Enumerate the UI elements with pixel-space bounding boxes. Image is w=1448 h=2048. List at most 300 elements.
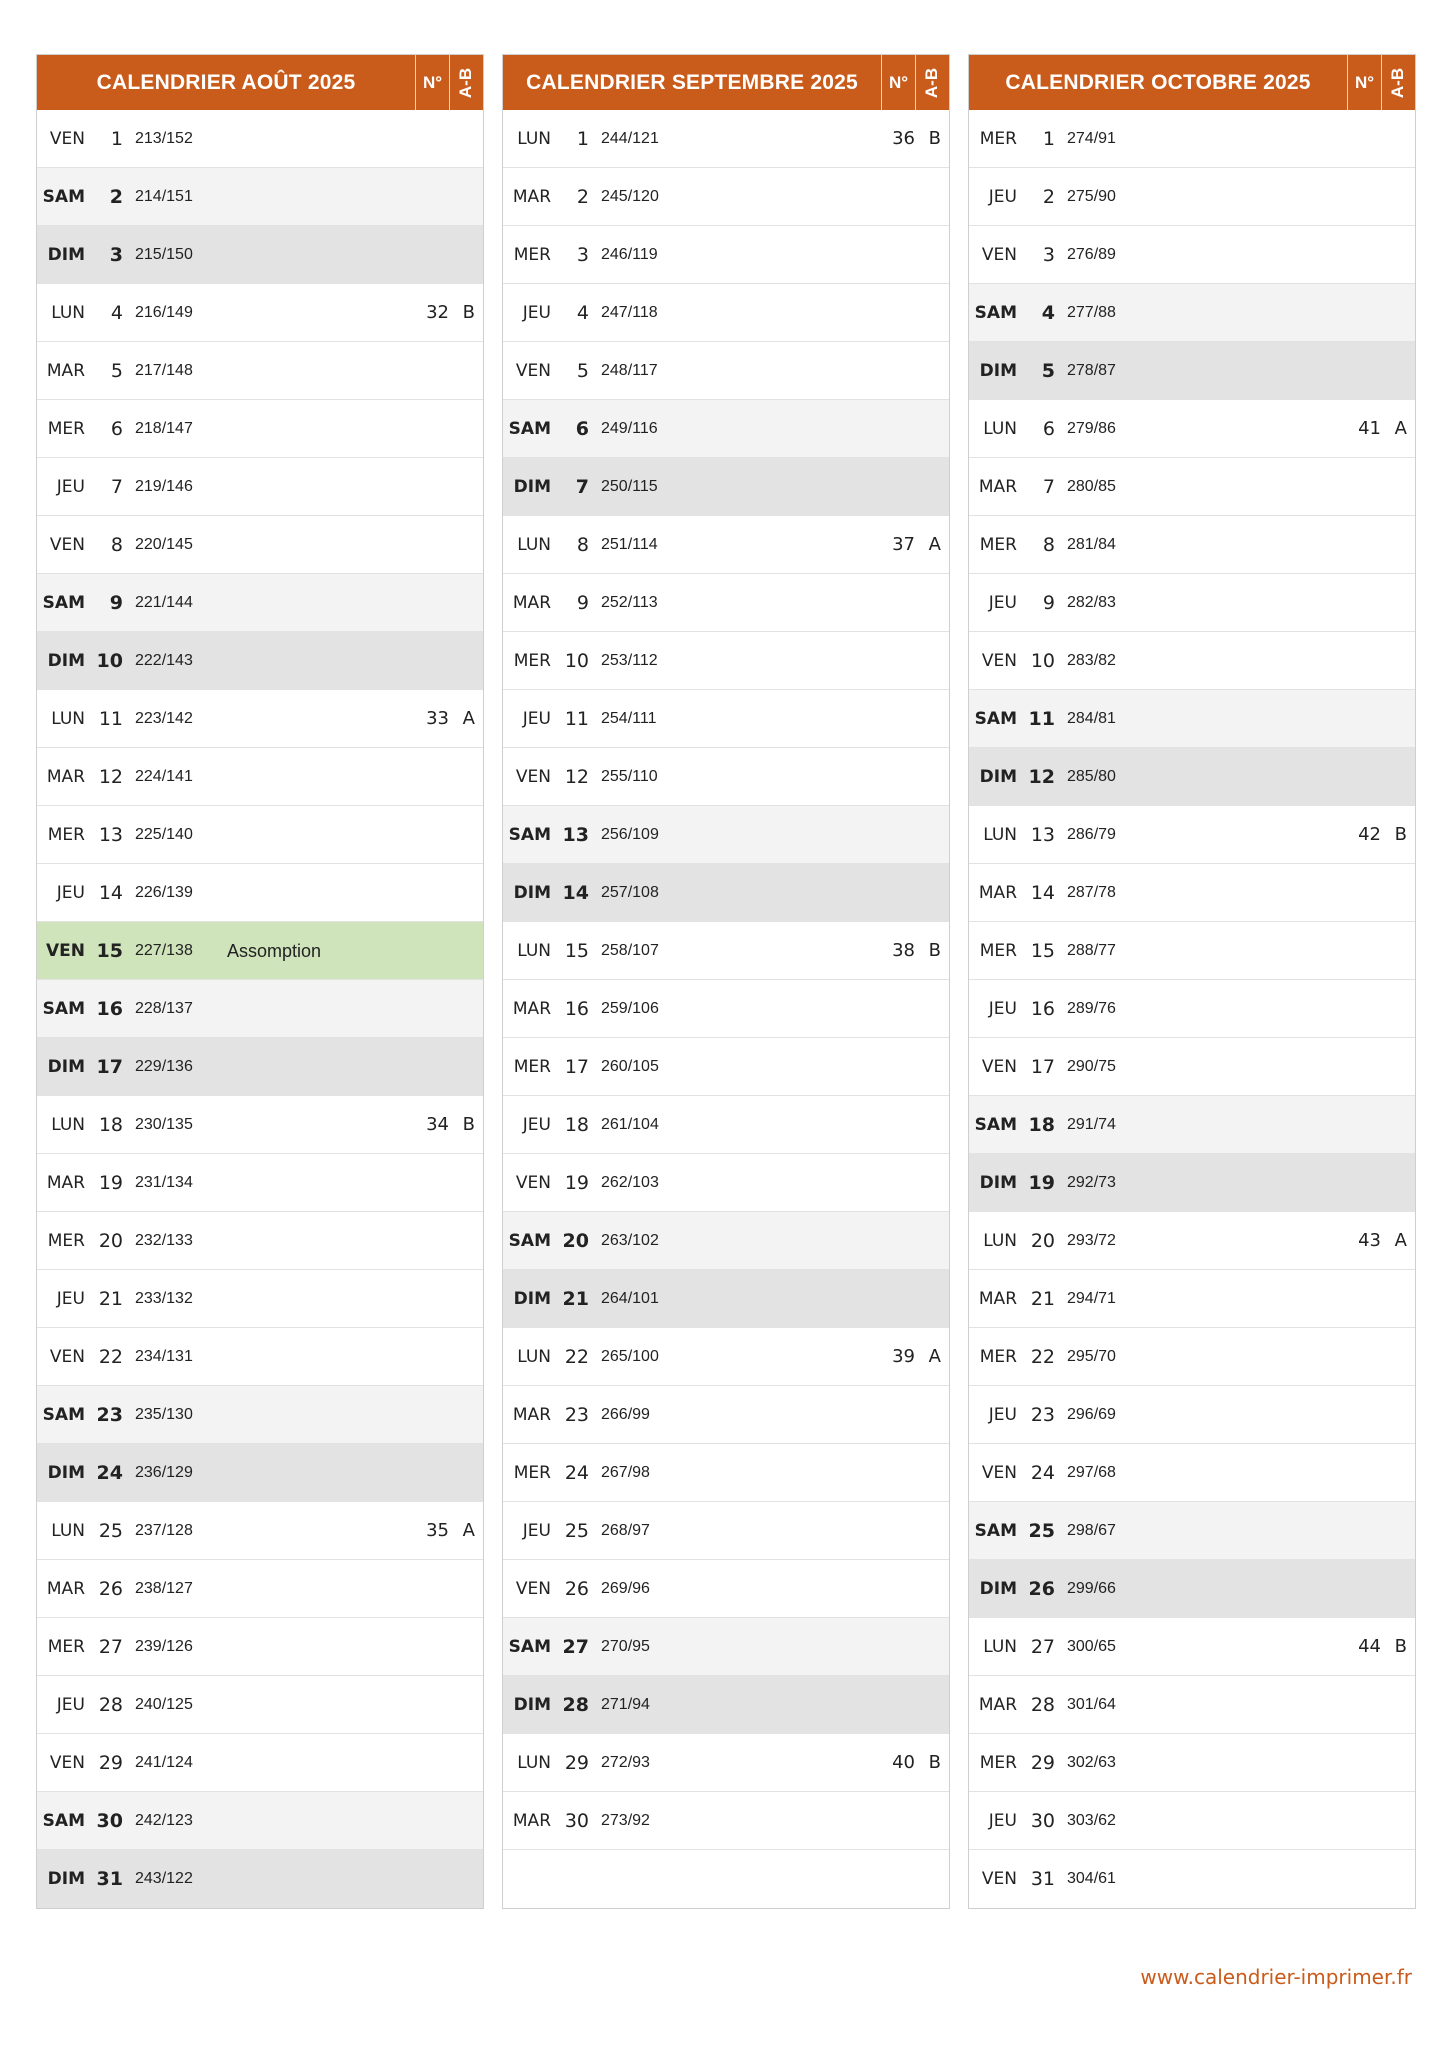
day-number: 7 [1042, 476, 1055, 498]
week-ab: A [462, 708, 475, 729]
day-of-year: 291/74 [1067, 1116, 1116, 1133]
day-number: 25 [1028, 1520, 1055, 1542]
day-row [37, 1038, 483, 1096]
day-of-year: 271/94 [601, 1696, 650, 1713]
day-number: 18 [564, 1114, 589, 1136]
day-number: 4 [1041, 302, 1055, 324]
day-of-year: 301/64 [1067, 1696, 1116, 1713]
day-of-year: 302/63 [1067, 1754, 1116, 1771]
weekday-name: SAM [974, 1521, 1017, 1541]
day-row [969, 806, 1415, 864]
day-number: 13 [98, 824, 123, 846]
day-of-year: 222/143 [135, 652, 193, 669]
day-row [37, 1676, 483, 1734]
day-number: 9 [576, 592, 589, 614]
day-row [37, 1212, 483, 1270]
day-number: 8 [576, 534, 589, 556]
weekday-name: DIM [513, 1695, 551, 1715]
day-number: 21 [1030, 1288, 1055, 1310]
day-row [37, 864, 483, 922]
day-of-year: 276/89 [1067, 246, 1116, 263]
weekday-name: VEN [981, 1869, 1017, 1889]
day-of-year: 269/96 [601, 1580, 650, 1597]
day-row [37, 110, 483, 168]
weekday-name: SAM [42, 1405, 85, 1425]
day-row [503, 632, 949, 690]
day-of-year: 260/105 [601, 1058, 659, 1075]
week-ab: B [928, 1752, 941, 1773]
weekday-name: LUN [983, 1231, 1017, 1251]
month-table-october [968, 54, 1416, 1909]
weekday-name: SAM [508, 419, 551, 439]
day-row [37, 400, 483, 458]
day-row [37, 226, 483, 284]
day-of-year: 304/61 [1067, 1870, 1116, 1887]
month-table-september [502, 54, 950, 1909]
week-ab-header [449, 55, 483, 110]
week-ab: B [1394, 1636, 1407, 1657]
weekday-name: MAR [512, 187, 551, 207]
day-of-year: 221/144 [135, 594, 193, 611]
day-of-year: 262/103 [601, 1174, 659, 1191]
day-number: 28 [562, 1694, 589, 1716]
day-row [37, 1734, 483, 1792]
day-of-year: 296/69 [1067, 1406, 1116, 1423]
day-number: 26 [564, 1578, 589, 1600]
weekday-name: SAM [42, 593, 85, 613]
day-of-year: 246/119 [601, 246, 658, 263]
day-of-year: 270/95 [601, 1638, 650, 1655]
day-number: 16 [564, 998, 589, 1020]
day-of-year: 234/131 [135, 1348, 193, 1365]
day-of-year: 218/147 [135, 420, 193, 437]
day-number: 19 [564, 1172, 589, 1194]
weekday-name: LUN [517, 535, 551, 555]
weekday-name: MAR [512, 1405, 551, 1425]
weekday-name: MER [513, 245, 551, 265]
day-row [969, 1154, 1415, 1212]
weekday-name: JEU [56, 477, 85, 497]
weekday-name: VEN [515, 1579, 551, 1599]
day-of-year: 263/102 [601, 1232, 659, 1249]
weekday-name: MER [513, 1057, 551, 1077]
day-number: 20 [98, 1230, 123, 1252]
day-of-year: 261/104 [601, 1116, 659, 1133]
weekday-name: LUN [517, 941, 551, 961]
day-of-year: 298/67 [1067, 1522, 1116, 1539]
weekday-name: JEU [56, 1289, 85, 1309]
day-number: 24 [96, 1462, 123, 1484]
day-row [37, 574, 483, 632]
weekday-name: MER [47, 419, 85, 439]
weekday-name: MAR [46, 361, 85, 381]
day-number: 4 [576, 302, 589, 324]
day-of-year: 303/62 [1067, 1812, 1116, 1829]
month-title: CALENDRIER OCTOBRE 2025 [1005, 70, 1311, 94]
week-number: 38 [892, 940, 915, 961]
day-of-year: 233/132 [135, 1290, 193, 1307]
day-of-year: 220/145 [135, 536, 193, 553]
day-number: 6 [1042, 418, 1055, 440]
day-row [503, 110, 949, 168]
day-row [503, 1212, 949, 1270]
day-of-year: 219/146 [135, 478, 193, 495]
weekday-name: VEN [49, 1347, 85, 1367]
weekday-name: MER [47, 1637, 85, 1657]
day-number: 14 [1030, 882, 1055, 904]
day-row [969, 1270, 1415, 1328]
day-row [969, 690, 1415, 748]
weekday-name: JEU [522, 709, 551, 729]
day-number: 9 [109, 592, 123, 614]
day-row [969, 284, 1415, 342]
day-row [503, 748, 949, 806]
week-number: 42 [1358, 824, 1381, 845]
day-number: 11 [564, 708, 589, 730]
day-row [503, 400, 949, 458]
footer-url[interactable]: www.calendrier-imprimer.fr [1140, 1965, 1412, 1989]
week-ab: A [462, 1520, 475, 1541]
day-of-year: 297/68 [1067, 1464, 1116, 1481]
day-of-year: 258/107 [601, 942, 659, 959]
day-of-year: 290/75 [1067, 1058, 1116, 1075]
day-row [503, 1502, 949, 1560]
week-number: 43 [1358, 1230, 1381, 1251]
day-row [37, 922, 483, 980]
weekday-name: DIM [47, 245, 85, 265]
week-ab-header-label: A-B [456, 67, 476, 98]
day-row [969, 226, 1415, 284]
weekday-name: MAR [978, 1695, 1017, 1715]
weekday-name: LUN [983, 1637, 1017, 1657]
weekday-name: MAR [512, 593, 551, 613]
week-ab: A [928, 1346, 941, 1367]
day-number: 25 [564, 1520, 589, 1542]
day-number: 16 [1030, 998, 1055, 1020]
day-number: 21 [562, 1288, 589, 1310]
day-number: 26 [1028, 1578, 1055, 1600]
weekday-name: DIM [47, 1463, 85, 1483]
weekday-name: SAM [508, 825, 551, 845]
week-number: 41 [1358, 418, 1381, 439]
day-of-year: 231/134 [135, 1174, 193, 1191]
day-of-year: 252/113 [601, 594, 658, 611]
weekday-name: VEN [46, 941, 85, 961]
day-number: 20 [562, 1230, 589, 1252]
day-number: 22 [98, 1346, 123, 1368]
day-of-year: 286/79 [1067, 826, 1116, 843]
day-number: 6 [575, 418, 589, 440]
day-number: 3 [1042, 244, 1055, 266]
weekday-name: MAR [512, 999, 551, 1019]
weekday-name: DIM [979, 1173, 1017, 1193]
day-number: 4 [110, 302, 123, 324]
day-row [969, 748, 1415, 806]
day-number: 8 [1042, 534, 1055, 556]
day-row [503, 168, 949, 226]
day-row [37, 1154, 483, 1212]
weekday-name: MAR [978, 477, 1017, 497]
day-of-year: 245/120 [601, 188, 659, 205]
day-row [503, 574, 949, 632]
day-number: 2 [109, 186, 123, 208]
day-row [37, 1386, 483, 1444]
day-row [37, 516, 483, 574]
day-row [503, 1444, 949, 1502]
day-of-year: 242/123 [135, 1812, 193, 1829]
month-title: CALENDRIER SEPTEMBRE 2025 [526, 70, 858, 94]
month-days [503, 110, 949, 1908]
weekday-name: DIM [513, 1289, 551, 1309]
day-of-year: 275/90 [1067, 188, 1116, 205]
day-of-year: 247/118 [601, 304, 658, 321]
day-of-year: 295/70 [1067, 1348, 1116, 1365]
day-of-year: 265/100 [601, 1348, 659, 1365]
day-of-year: 251/114 [601, 536, 658, 553]
month-title: CALENDRIER AOÛT 2025 [96, 70, 356, 94]
week-ab: A [928, 534, 941, 555]
day-of-year: 294/71 [1067, 1290, 1116, 1307]
day-number: 30 [1030, 1810, 1055, 1832]
day-number: 1 [110, 128, 123, 150]
day-of-year: 254/111 [601, 710, 657, 727]
day-row [969, 1676, 1415, 1734]
weekday-name: JEU [988, 593, 1017, 613]
day-of-year: 235/130 [135, 1406, 193, 1423]
weekday-name: LUN [983, 419, 1017, 439]
day-of-year: 238/127 [135, 1580, 193, 1597]
day-row [503, 458, 949, 516]
weekday-name: SAM [508, 1231, 551, 1251]
day-number: 21 [98, 1288, 123, 1310]
day-row [503, 1154, 949, 1212]
day-of-year: 215/150 [135, 246, 193, 263]
day-row [503, 284, 949, 342]
weekday-name: JEU [988, 1811, 1017, 1831]
weekday-name: MAR [978, 883, 1017, 903]
day-number: 29 [1030, 1752, 1055, 1774]
day-row [37, 342, 483, 400]
day-of-year: 232/133 [135, 1232, 193, 1249]
day-number: 23 [564, 1404, 589, 1426]
day-of-year: 278/87 [1067, 362, 1116, 379]
week-ab-header [915, 55, 949, 110]
week-number: 37 [892, 534, 915, 555]
day-number: 17 [1030, 1056, 1055, 1078]
day-row [969, 980, 1415, 1038]
day-number: 9 [1042, 592, 1055, 614]
day-number: 14 [562, 882, 589, 904]
day-row [503, 1676, 949, 1734]
day-row [969, 1734, 1415, 1792]
day-number: 29 [564, 1752, 589, 1774]
day-number: 23 [96, 1404, 123, 1426]
month-days [969, 110, 1415, 1908]
day-of-year: 227/138 [135, 942, 193, 959]
day-row [969, 574, 1415, 632]
day-number: 8 [110, 534, 123, 556]
day-number: 22 [1030, 1346, 1055, 1368]
day-row [503, 1560, 949, 1618]
day-number: 15 [564, 940, 589, 962]
weekday-name: LUN [51, 1521, 85, 1541]
week-number: 35 [426, 1520, 449, 1541]
week-number: 39 [892, 1346, 915, 1367]
day-row [969, 1502, 1415, 1560]
day-number: 22 [564, 1346, 589, 1368]
day-number: 29 [98, 1752, 123, 1774]
week-ab-header-label: A-B [922, 67, 942, 98]
day-of-year: 236/129 [135, 1464, 193, 1481]
weekday-name: MER [47, 825, 85, 845]
day-of-year: 213/152 [135, 130, 193, 147]
day-number: 10 [96, 650, 123, 672]
day-of-year: 283/82 [1067, 652, 1116, 669]
weekday-name: MER [979, 129, 1017, 149]
weekday-name: DIM [979, 1579, 1017, 1599]
weekday-name: VEN [981, 651, 1017, 671]
weekday-name: DIM [47, 651, 85, 671]
weekday-name: SAM [974, 709, 1017, 729]
day-number: 5 [576, 360, 589, 382]
weekday-name: JEU [522, 303, 551, 323]
day-number: 5 [110, 360, 123, 382]
day-number: 20 [1030, 1230, 1055, 1252]
day-of-year: 230/135 [135, 1116, 193, 1133]
weekday-name: JEU [522, 1521, 551, 1541]
day-number: 12 [98, 766, 123, 788]
day-number: 27 [1030, 1636, 1055, 1658]
day-row [503, 1792, 949, 1850]
weekday-name: SAM [42, 999, 85, 1019]
week-ab: B [1394, 824, 1407, 845]
day-number: 12 [1028, 766, 1055, 788]
day-of-year: 241/124 [135, 1754, 193, 1771]
day-number: 19 [1028, 1172, 1055, 1194]
day-row [969, 1212, 1415, 1270]
month-header [969, 55, 1415, 110]
weekday-name: JEU [56, 883, 85, 903]
weekday-name: SAM [42, 187, 85, 207]
weekday-name: LUN [51, 303, 85, 323]
day-number: 16 [96, 998, 123, 1020]
weekday-name: VEN [49, 535, 85, 555]
day-row [37, 1618, 483, 1676]
week-number: 34 [426, 1114, 449, 1135]
day-of-year: 248/117 [601, 362, 658, 379]
week-number: 32 [426, 302, 449, 323]
day-number: 24 [564, 1462, 589, 1484]
day-of-year: 229/136 [135, 1058, 193, 1075]
day-of-year: 217/148 [135, 362, 193, 379]
day-of-year: 226/139 [135, 884, 193, 901]
day-of-year: 300/65 [1067, 1638, 1116, 1655]
day-row [37, 1792, 483, 1850]
day-number: 13 [1030, 824, 1055, 846]
day-of-year: 293/72 [1067, 1232, 1116, 1249]
day-number: 30 [564, 1810, 589, 1832]
day-of-year: 225/140 [135, 826, 193, 843]
day-row [503, 342, 949, 400]
week-ab: A [1394, 418, 1407, 439]
day-of-year: 223/142 [135, 710, 193, 727]
day-number: 12 [564, 766, 589, 788]
weekday-name: DIM [979, 361, 1017, 381]
week-ab: B [462, 1114, 475, 1135]
day-row [969, 1096, 1415, 1154]
weekday-name: SAM [974, 1115, 1017, 1135]
day-row [503, 980, 949, 1038]
weekday-name: VEN [515, 767, 551, 787]
weekday-name: VEN [515, 361, 551, 381]
day-row [37, 458, 483, 516]
day-of-year: 249/116 [601, 420, 658, 437]
empty-day-row [503, 1850, 949, 1908]
day-row [969, 922, 1415, 980]
day-number: 26 [98, 1578, 123, 1600]
week-number: 44 [1358, 1636, 1381, 1657]
weekday-name: MAR [512, 1811, 551, 1831]
day-number: 19 [98, 1172, 123, 1194]
day-number: 6 [110, 418, 123, 440]
day-row [37, 168, 483, 226]
day-row [969, 400, 1415, 458]
weekday-name: DIM [513, 883, 551, 903]
month-table-august [36, 54, 484, 1909]
day-number: 3 [109, 244, 123, 266]
week-number: 40 [892, 1752, 915, 1773]
day-row [969, 1444, 1415, 1502]
day-row [503, 1038, 949, 1096]
day-of-year: 228/137 [135, 1000, 193, 1017]
day-number: 24 [1030, 1462, 1055, 1484]
day-number: 14 [98, 882, 123, 904]
day-number: 7 [575, 476, 589, 498]
day-of-year: 264/101 [601, 1290, 659, 1307]
weekday-name: VEN [49, 1753, 85, 1773]
day-of-year: 274/91 [1067, 130, 1116, 147]
weekday-name: MER [513, 651, 551, 671]
week-number-header: N° [1347, 55, 1381, 110]
weekday-name: JEU [56, 1695, 85, 1715]
day-of-year: 292/73 [1067, 1174, 1116, 1191]
day-of-year: 224/141 [135, 768, 193, 785]
weekday-name: LUN [517, 1753, 551, 1773]
day-number: 13 [562, 824, 589, 846]
day-of-year: 288/77 [1067, 942, 1116, 959]
weekday-name: VEN [515, 1173, 551, 1193]
day-row [969, 1618, 1415, 1676]
weekday-name: MER [979, 1753, 1017, 1773]
weekday-name: VEN [981, 1057, 1017, 1077]
day-of-year: 279/86 [1067, 420, 1116, 437]
weekday-name: SAM [42, 1811, 85, 1831]
day-of-year: 239/126 [135, 1638, 193, 1655]
day-row [969, 632, 1415, 690]
weekday-name: LUN [517, 1347, 551, 1367]
day-of-year: 240/125 [135, 1696, 193, 1713]
day-number: 23 [1030, 1404, 1055, 1426]
day-of-year: 268/97 [601, 1522, 650, 1539]
day-of-year: 253/112 [601, 652, 658, 669]
day-row [37, 1444, 483, 1502]
day-row [503, 226, 949, 284]
day-row [37, 690, 483, 748]
day-of-year: 244/121 [601, 130, 659, 147]
day-number: 25 [98, 1520, 123, 1542]
week-number: 36 [892, 128, 915, 149]
day-of-year: 259/106 [601, 1000, 659, 1017]
